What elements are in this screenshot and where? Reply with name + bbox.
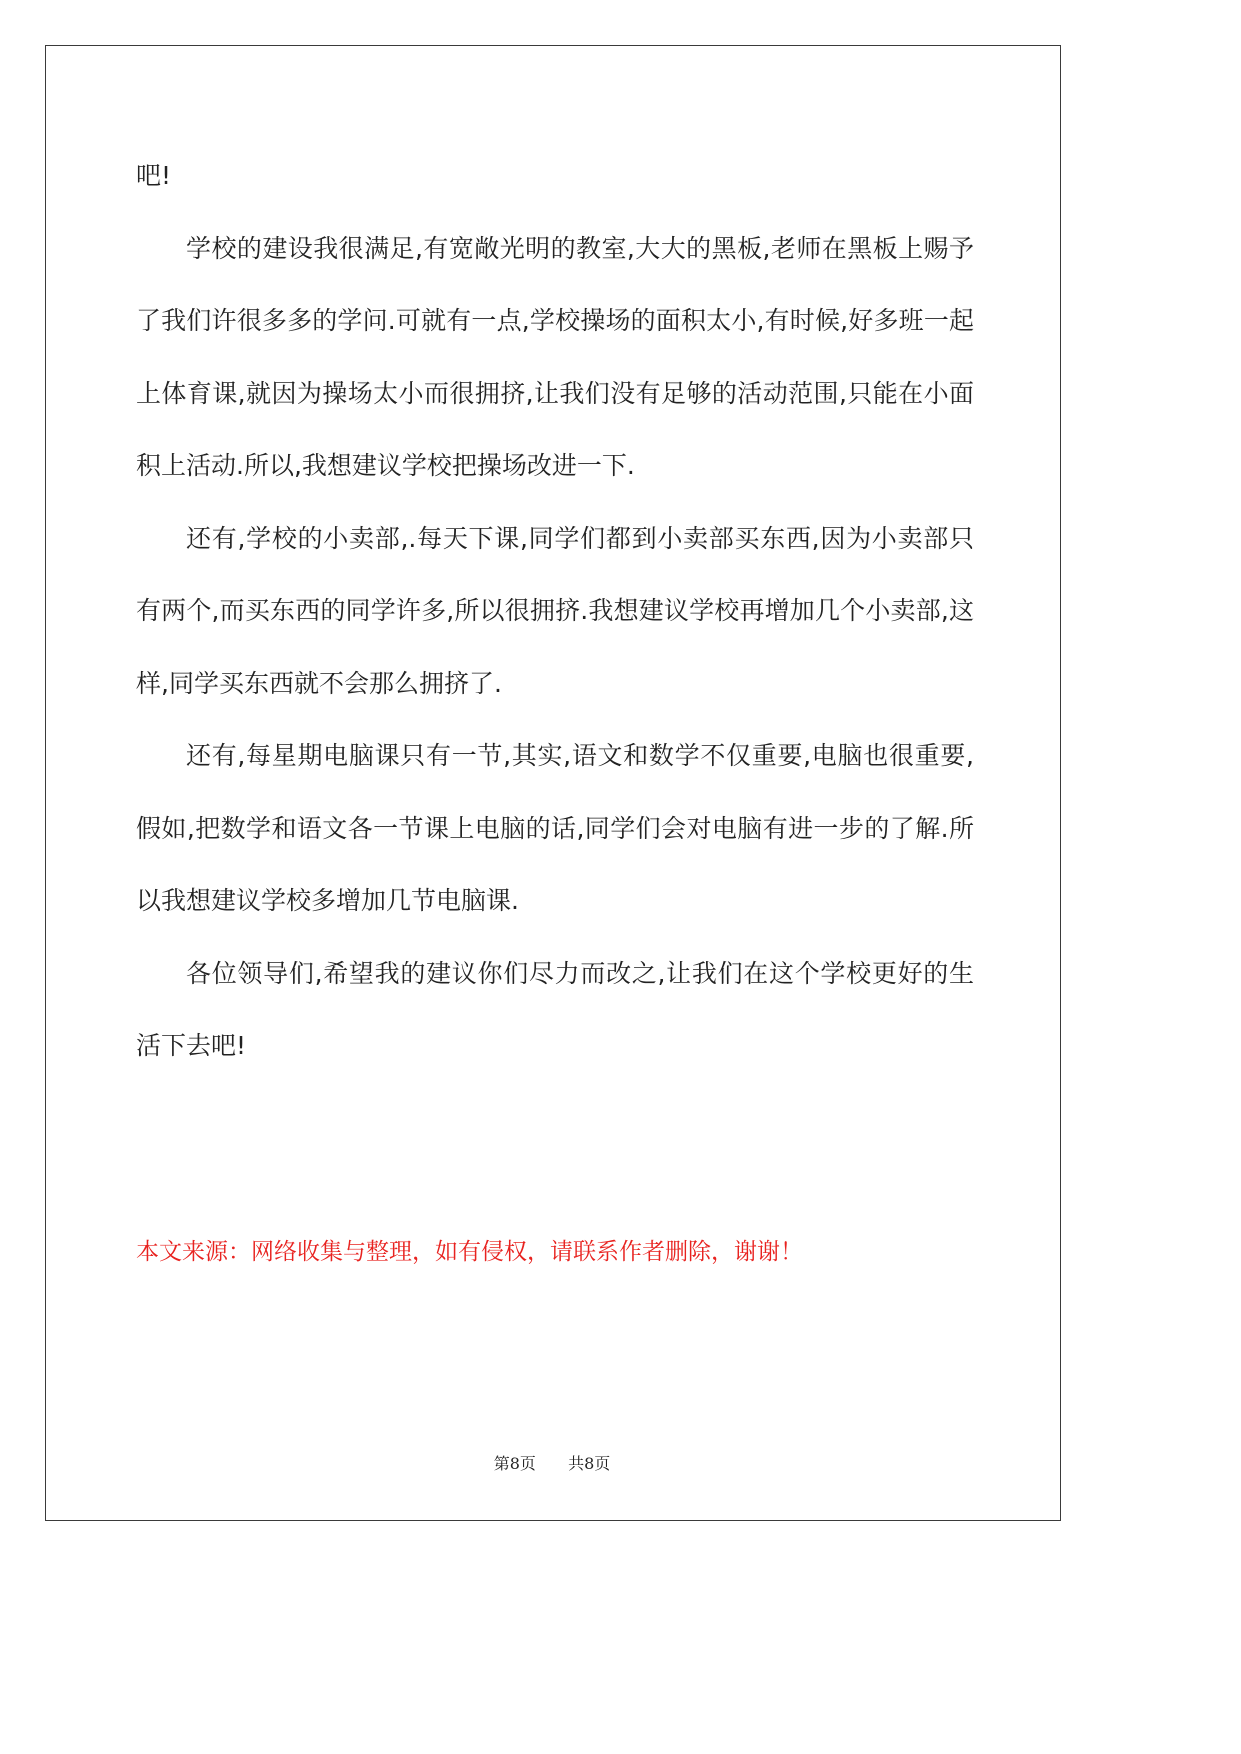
paragraph: 还有,每星期电脑课只有一节,其实,语文和数学不仅重要,电脑也很重要,假如,把数学和语文各一节课上电脑的话,同学们会对电脑有进一步的了解.所以我想建议学校多增加几节电脑课. xyxy=(136,741,974,915)
source-notice: 本文来源：网络收集与整理，如有侵权，请联系作者删除，谢谢！ xyxy=(136,1239,803,1265)
document-body xyxy=(136,140,974,1083)
total-pages-label: 共8页 xyxy=(568,1454,611,1473)
paragraph: 各位领导们,希望我的建议你们尽力而改之,让我们在这个学校更好的生活下去吧! xyxy=(136,958,974,1060)
paragraph: 吧! xyxy=(136,161,172,190)
current-page-label: 第8页 xyxy=(493,1454,536,1473)
page-footer xyxy=(0,1452,1104,1476)
paragraph: 还有,学校的小卖部,.每天下课,同学们都到小卖部买东西,因为小卖部只有两个,而买东西的同学许多,所以很拥挤.我想建议学校再增加几个小卖部,这样,同学买东西就不会那么拥挤了. xyxy=(136,523,974,698)
paragraph: 学校的建设我很满足,有宽敞光明的教室,大大的黑板,老师在黑板上赐予了我们许很多多的学问.可就有一点,学校操场的面积太小,有时候,好多班一起上体育课,就因为操场太小而很拥挤,让我们没有足够的活动范围,只能在小面积上活动.所以,我想建议学校把操场改进一下. xyxy=(136,233,974,480)
